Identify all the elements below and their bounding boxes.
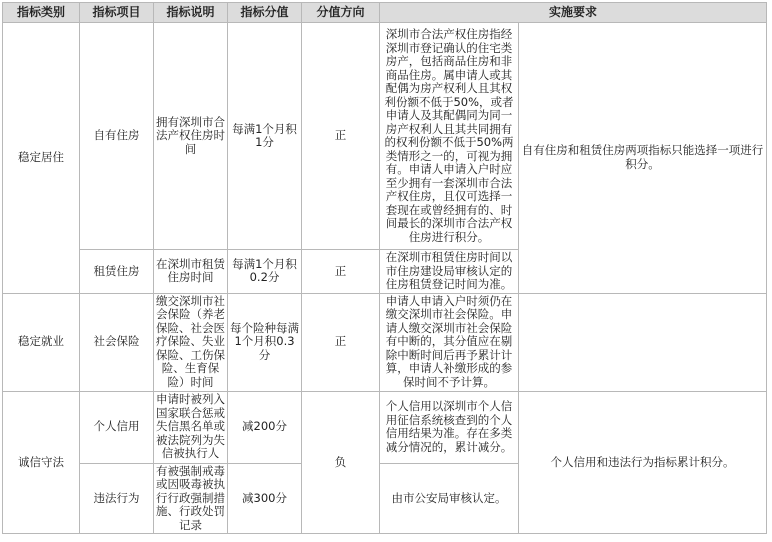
category-cell: 诚信守法 xyxy=(3,391,80,534)
table-row xyxy=(3,23,767,250)
requirement-cell: 由市公安局审核认定。 xyxy=(380,463,519,534)
header-item: 指标项目 xyxy=(80,3,154,23)
score-cell: 减300分 xyxy=(228,463,302,534)
description-cell: 有被强制戒毒或因吸毒被执行行政强制措施、行政处罚记录 xyxy=(154,463,228,534)
score-cell: 每个险种每满1个月积0.3分 xyxy=(228,293,302,391)
score-cell: 每满1个月积0.2分 xyxy=(228,250,302,294)
direction-cell: 负 xyxy=(302,391,380,534)
shared-requirement-cell: 自有住房和租赁住房两项指标只能选择一项进行积分。 xyxy=(519,23,767,294)
table-row xyxy=(3,391,767,463)
item-cell: 社会保险 xyxy=(80,293,154,391)
direction-cell: 正 xyxy=(302,23,380,250)
header-direction: 分值方向 xyxy=(302,3,380,23)
points-criteria-table xyxy=(2,2,767,534)
empty-requirement-cell xyxy=(519,293,767,391)
requirement-cell: 申请人申请入户时须仍在缴交深圳市社会保险。申请人缴交深圳市社会保险有中断的，其分值应在剔除中断时间后再予累计计算，申请人补缴形成的参保时间不予计算。 xyxy=(380,293,519,391)
header-requirement: 实施要求 xyxy=(380,3,767,23)
requirement-cell: 深圳市合法产权住房指经深圳市登记确认的住宅类房产，包括商品住房和非商品住房。属申请人或其配偶为房产权利人且其权利份额不低于50%，或者申请人及其配偶同为同一房产权利人且其共同拥有的权利份额不低于50%两类情形之一的，可视为拥有。申请人申请入户时应至少拥有一套深圳市合法产权住房，且仅可选择一套现在或曾经拥有的、时间最长的深圳市合法产权住房进行积分。 xyxy=(380,23,519,250)
header-row xyxy=(3,3,767,23)
category-cell: 稳定居住 xyxy=(3,23,80,294)
description-cell: 申请时被列入国家联合惩戒失信黑名单或被法院列为失信被执行人 xyxy=(154,391,228,463)
requirement-cell: 在深圳市租赁住房时间以市住房建设局审核认定的住房租赁登记时间为准。 xyxy=(380,250,519,294)
item-cell: 违法行为 xyxy=(80,463,154,534)
requirement-cell: 个人信用以深圳市个人信用征信系统核查到的个人信用结果为准。存在多类减分情况的，累计减分。 xyxy=(380,391,519,463)
item-cell: 个人信用 xyxy=(80,391,154,463)
score-cell: 减200分 xyxy=(228,391,302,463)
header-category: 指标类别 xyxy=(3,3,80,23)
header-score: 指标分值 xyxy=(228,3,302,23)
description-cell: 在深圳市租赁住房时间 xyxy=(154,250,228,294)
item-cell: 租赁住房 xyxy=(80,250,154,294)
score-cell: 每满1个月积1分 xyxy=(228,23,302,250)
table-row xyxy=(3,293,767,391)
direction-cell: 正 xyxy=(302,293,380,391)
direction-cell: 正 xyxy=(302,250,380,294)
header-description: 指标说明 xyxy=(154,3,228,23)
shared-requirement-cell: 个人信用和违法行为指标累计积分。 xyxy=(519,391,767,534)
description-cell: 缴交深圳市社会保险（养老保险、社会医疗保险、失业保险、工伤保险、生育保险）时间 xyxy=(154,293,228,391)
description-cell: 拥有深圳市合法产权住房时间 xyxy=(154,23,228,250)
item-cell: 自有住房 xyxy=(80,23,154,250)
category-cell: 稳定就业 xyxy=(3,293,80,391)
